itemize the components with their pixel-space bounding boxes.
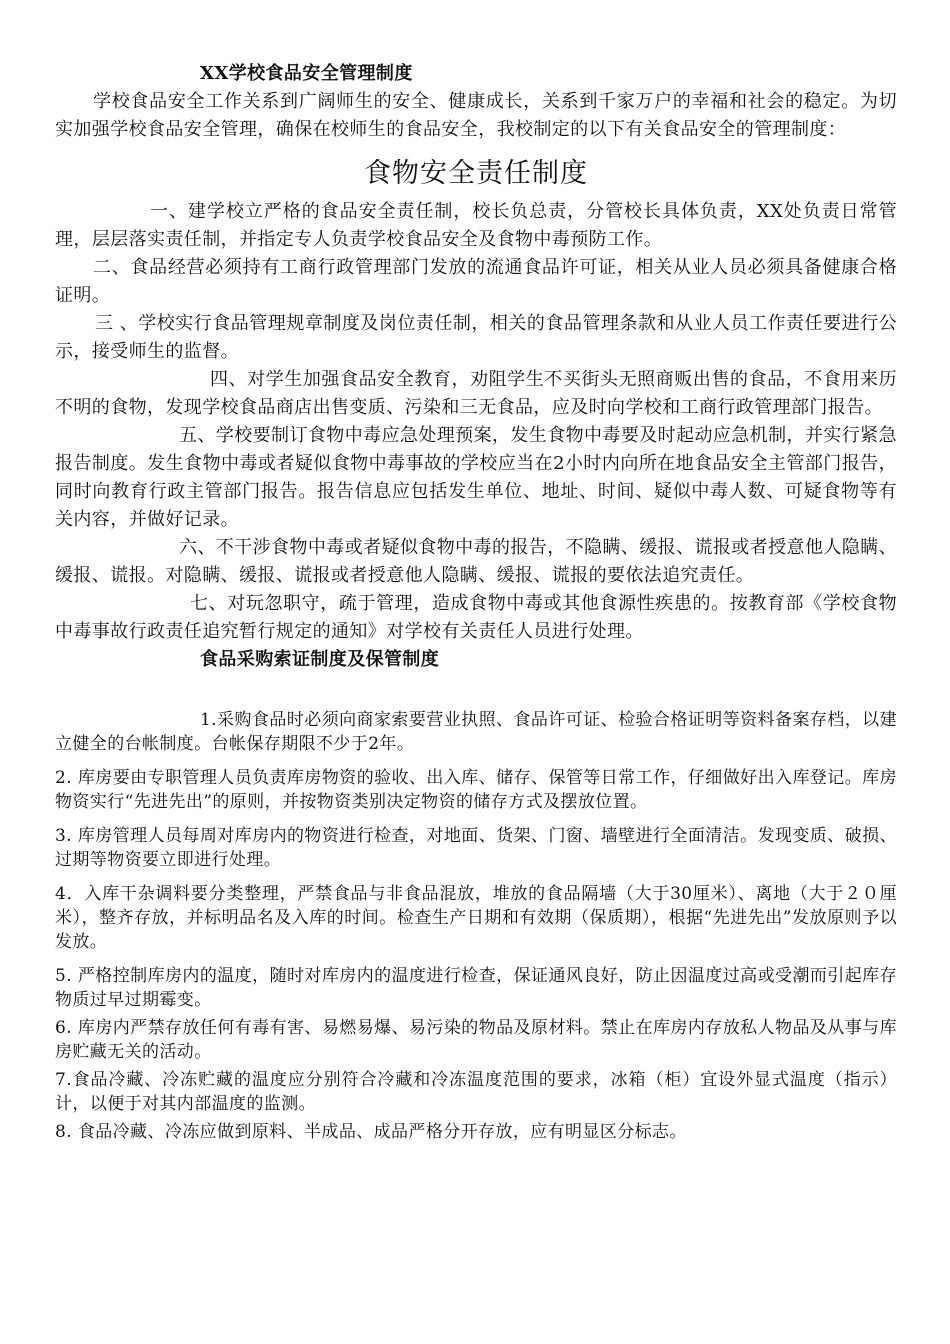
- clause-3: 三 、学校实行食品管理规章制度及岗位责任制，相关的食品管理条款和从业人员工作责任要进行公示，接受师生的监督。: [55, 313, 897, 362]
- procurement-item-6: 6. 库房内严禁存放任何有毒有害、易燃易爆、易污染的物品及原材料。禁止在库房内存放私人物品及从事与库房贮藏无关的活动。: [55, 1018, 897, 1062]
- document-title: XX学校食品安全管理制度: [200, 63, 413, 84]
- section-title-procurement: 食品采购索证制度及保管制度: [200, 649, 440, 670]
- procurement-item-2: 2. 库房要由专职管理人员负责库房物资的验收、出入库、储存、保管等日常工作，仔细做好出入库登记。库房物资实行“先进先出”的原则，并按物资类别决定物资的储存方式及摆放位置。: [55, 768, 897, 812]
- procurement-item-3: 3. 库房管理人员每周对库房内的物资进行检查，对地面、货架、门窗、墙壁进行全面清洁。发现变质、破损、过期等物资要立即进行处理。: [55, 826, 897, 870]
- procurement-item-8: 8. 食品冷藏、冷冻应做到原料、半成品、成品严格分开存放，应有明显区分标志。: [55, 1122, 687, 1142]
- clause-6: 六、不干涉食物中毒或者疑似食物中毒的报告，不隐瞒、缓报、谎报或者授意他人隐瞒、缓报、谎报。对隐瞒、缓报、谎报或者授意他人隐瞒、缓报、谎报的要依法追究责任。: [55, 537, 897, 586]
- document-page: [55, 60, 897, 1144]
- clause-1: 一、建学校立严格的食品安全责任制，校长负总责，分管校长具体负责，XX处负责日常管理，层层落实责任制，并指定专人负责学校食品安全及食物中毒预防工作。: [55, 201, 897, 250]
- clause-2: 二、食品经营必须持有工商行政管理部门发放的流通食品许可证，相关从业人员必须具备健康合格证明。: [55, 257, 897, 306]
- procurement-item-7: 7.食品冷藏、冷冻贮藏的温度应分别符合冷藏和冷冻温度范围的要求，冰箱（柜）宜设外显式温度（指示）计，以便于对其内部温度的监测。: [55, 1070, 897, 1114]
- intro-paragraph: 学校食品安全工作关系到广阔师生的安全、健康成长，关系到千家万户的幸福和社会的稳定。为切实加强学校食品安全管理，确保在校师生的食品安全，我校制定的以下有关食品安全的管理制度：: [55, 91, 897, 140]
- procurement-item-5: 5. 严格控制库房内的温度，随时对库房内的温度进行检查，保证通风良好，防止因温度过高或受潮而引起库存物质过早过期霉变。: [55, 966, 897, 1010]
- clause-5: 五、学校要制订食物中毒应急处理预案，发生食物中毒要及时起动应急机制，并实行紧急报告制度。发生食物中毒或者疑似食物中毒事故的学校应当在2小时内向所在地食品安全主管部门报告，同时向教育行政主管部门报告。报告信息应包括发生单位、地址、时间、疑似中毒人数、可疑食物等有关内容，并做好记录。: [55, 425, 897, 530]
- spacer: [55, 674, 897, 708]
- clause-4: 四、对学生加强食品安全教育，劝阻学生不买街头无照商贩出售的食品，不食用来历不明的食物，发现学校食品商店出售变质、污染和三无食品，应及时向学校和工商行政管理部门报告。: [55, 369, 897, 418]
- procurement-item-1: 1.采购食品时必须向商家索要营业执照、食品许可证、检验合格证明等资料备案存档，以建立健全的台帐制度。台帐保存期限不少于2年。: [55, 710, 897, 754]
- clause-7: 七、对玩忽职守，疏于管理，造成食物中毒或其他食源性疾患的。按教育部《学校食物中毒事故行政责任追究暂行规定的通知》对学校有关责任人员进行处理。: [55, 593, 897, 642]
- procurement-item-4: 4．入库干杂调料要分类整理，严禁食品与非食品混放，堆放的食品隔墙（大于30厘米）、离地（大于２０厘米），整齐存放，并标明品名及入库的时间。检查生产日期和有效期（保质期），根据“先进先出”发放原则予以发放。: [55, 884, 897, 952]
- section-title-food-safety-responsibility: 食物安全责任制度: [364, 158, 588, 189]
